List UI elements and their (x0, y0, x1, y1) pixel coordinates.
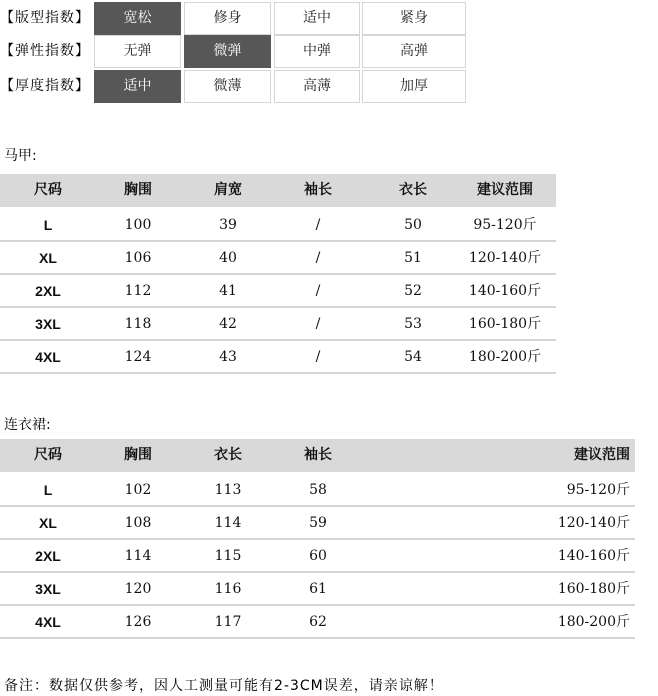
table-cell: 54 (404, 349, 422, 365)
dress-section-title: 连衣裙: (4, 417, 51, 433)
elasticity-option: 微弹 (184, 35, 271, 68)
table-cell: 120-140斤 (468, 250, 542, 266)
table-cell: 106 (124, 250, 152, 266)
table-cell: 62 (309, 614, 327, 630)
size-cell: 3XL (35, 316, 61, 332)
table-row (0, 474, 635, 507)
table-row (0, 209, 556, 242)
table-cell: 120-140斤 (557, 515, 630, 531)
table-cell: 41 (219, 283, 237, 299)
fit-option: 适中 (274, 2, 360, 35)
measurement-note: 备注：数据仅供参考，因人工测量可能有2-3CM误差，请亲谅解！ (4, 678, 444, 694)
table-row (0, 275, 556, 308)
size-cell: L (43, 482, 53, 498)
table-cell: 180-200斤 (557, 614, 630, 630)
size-cell: XL (39, 250, 57, 266)
table-cell: 124 (124, 349, 152, 365)
column-header: 胸围 (124, 182, 152, 198)
table-cell: / (315, 349, 321, 365)
column-header: 袖长 (304, 182, 332, 198)
table-cell: / (315, 316, 321, 332)
table-cell: 53 (404, 316, 422, 332)
size-cell: 3XL (35, 581, 61, 597)
thickness-option: 加厚 (362, 70, 466, 103)
table-cell: 180-200斤 (468, 349, 542, 365)
table-header (0, 174, 556, 207)
table-row (0, 507, 635, 540)
column-header: 尺码 (34, 182, 62, 198)
thickness-index-row (0, 70, 468, 103)
column-header: 胸围 (124, 447, 152, 463)
table-cell: 95-120斤 (473, 217, 537, 233)
table-cell: 114 (124, 548, 152, 564)
vest-section-title: 马甲: (4, 148, 37, 164)
fit-index-row (0, 2, 468, 35)
table-cell: 117 (214, 614, 242, 630)
table-cell: / (315, 283, 321, 299)
table-cell: 114 (214, 515, 242, 531)
size-cell: 2XL (35, 283, 61, 299)
column-header: 尺码 (34, 447, 62, 463)
table-cell: 51 (404, 250, 422, 266)
elasticity-option: 无弹 (94, 35, 181, 68)
table-cell: 120 (124, 581, 152, 597)
table-cell: 95-120斤 (566, 482, 630, 498)
column-header: 衣长 (214, 447, 242, 463)
table-cell: 116 (214, 581, 242, 597)
table-cell: 43 (219, 349, 237, 365)
size-cell: L (43, 217, 53, 233)
table-cell: 59 (309, 515, 327, 531)
column-header: 袖长 (304, 447, 332, 463)
table-cell: 118 (124, 316, 152, 332)
fit-option: 修身 (184, 2, 271, 35)
table-cell: 108 (124, 515, 152, 531)
column-header: 建议范围 (477, 182, 533, 198)
table-header (0, 439, 635, 472)
table-cell: 140-160斤 (468, 283, 542, 299)
table-cell: 102 (124, 482, 152, 498)
thickness-index-label: 【厚度指数】 (0, 78, 90, 94)
table-row (0, 308, 556, 341)
table-cell: 50 (404, 217, 422, 233)
size-cell: 4XL (35, 349, 61, 365)
table-cell: 115 (214, 548, 242, 564)
column-header: 衣长 (399, 182, 427, 198)
fit-index-label: 【版型指数】 (0, 10, 90, 26)
table-cell: 113 (214, 482, 242, 498)
table-row (0, 341, 556, 374)
table-cell: 40 (219, 250, 237, 266)
table-cell: 58 (309, 482, 327, 498)
row-divider (0, 637, 635, 639)
table-cell: / (315, 250, 321, 266)
table-cell: 160-180斤 (557, 581, 630, 597)
table-cell: 42 (219, 316, 237, 332)
elasticity-option: 中弹 (274, 35, 360, 68)
thickness-option: 适中 (94, 70, 181, 103)
table-cell: 61 (309, 581, 327, 597)
table-row (0, 242, 556, 275)
table-cell: 39 (219, 217, 237, 233)
size-cell: 4XL (35, 614, 61, 630)
table-cell: 52 (404, 283, 422, 299)
fit-option: 紧身 (362, 2, 466, 35)
elasticity-index-label: 【弹性指数】 (0, 43, 90, 59)
elasticity-index-row (0, 35, 468, 68)
table-cell: 126 (124, 614, 152, 630)
elasticity-option: 高弹 (362, 35, 466, 68)
table-cell: 160-180斤 (468, 316, 542, 332)
column-header: 建议范围 (574, 447, 630, 463)
table-cell: 112 (124, 283, 152, 299)
table-row (0, 540, 635, 573)
table-cell: 60 (309, 548, 327, 564)
size-cell: 2XL (35, 548, 61, 564)
table-cell: 140-160斤 (557, 548, 630, 564)
fit-option: 宽松 (94, 2, 181, 35)
table-cell: / (315, 217, 321, 233)
size-cell: XL (39, 515, 57, 531)
row-divider (0, 372, 556, 374)
thickness-option: 高薄 (274, 70, 360, 103)
thickness-option: 微薄 (184, 70, 271, 103)
table-row (0, 573, 635, 606)
table-cell: 100 (124, 217, 152, 233)
column-header: 肩宽 (214, 182, 242, 198)
table-row (0, 606, 635, 639)
